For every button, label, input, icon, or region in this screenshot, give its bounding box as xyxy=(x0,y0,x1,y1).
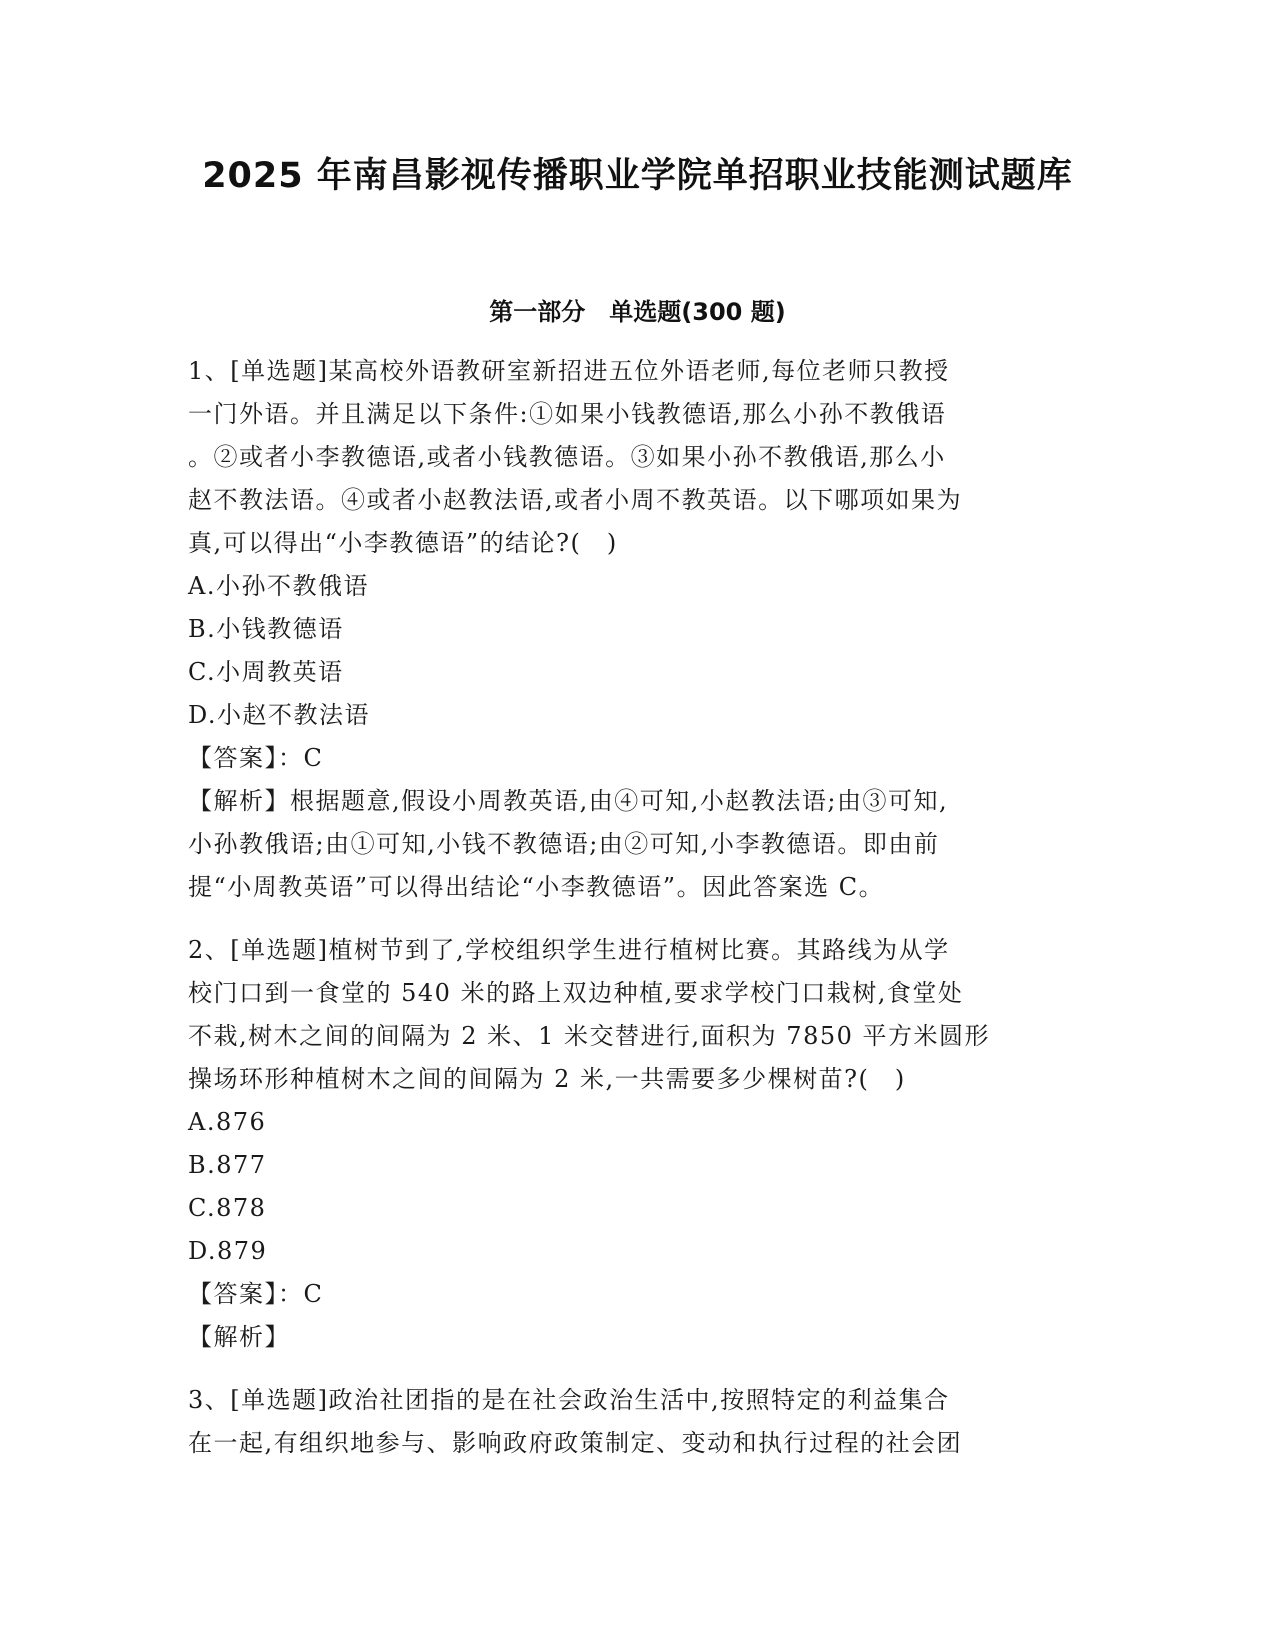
question-3-line: 3、[单选题]政治社团指的是在社会政治生活中,按照特定的利益集合 xyxy=(188,1386,950,1414)
question-2-line: 不栽,树木之间的间隔为 2 米、1 米交替进行,面积为 7850 平方米圆形 xyxy=(188,1022,991,1050)
question-2-line: 2、[单选题]植树节到了,学校组织学生进行植树比赛。其路线为从学 xyxy=(188,936,950,964)
answer: 【答案】：C xyxy=(188,1280,324,1308)
question-1-line: 1、[单选题]某高校外语教研室新招进五位外语老师,每位老师只教授 xyxy=(188,357,950,385)
option-c: C.878 xyxy=(188,1194,267,1222)
option-a: A.876 xyxy=(188,1108,267,1136)
question-2-line: 操场环形种植树木之间的间隔为 2 米,一共需要多少棵树苗?( ) xyxy=(188,1065,906,1093)
option-b: B.877 xyxy=(188,1151,267,1179)
analysis-line: 【解析】根据题意,假设小周教英语,由④可知,小赵教法语;由③可知, xyxy=(188,787,949,815)
analysis-line: 提“小周教英语”可以得出结论“小李教德语”。因此答案选 C。 xyxy=(188,873,885,901)
option-d: D.小赵不教法语 xyxy=(188,701,371,729)
question-3-line: 在一起,有组织地参与、影响政府政策制定、变动和执行过程的社会团 xyxy=(188,1429,963,1457)
analysis-line: 小孙教俄语;由①可知,小钱不教德语;由②可知,小李教德语。即由前 xyxy=(188,830,940,858)
option-b: B.小钱教德语 xyxy=(188,615,344,643)
question-1-line: 一门外语。并且满足以下条件:①如果小钱教德语,那么小孙不教俄语 xyxy=(188,400,947,428)
document-title: 2025 年南昌影视传播职业学院单招职业技能测试题库 xyxy=(202,156,1073,196)
analysis-label: 【解析】 xyxy=(188,1323,290,1351)
question-2-line: 校门口到一食堂的 540 米的路上双边种植,要求学校门口栽树,食堂处 xyxy=(188,979,964,1007)
question-3 xyxy=(188,1379,1088,1465)
question-1-line: 真,可以得出“小李教德语”的结论?( ) xyxy=(188,529,618,557)
section-heading: 第一部分 单选题(300 题) xyxy=(489,298,786,326)
question-list xyxy=(188,350,1088,1465)
option-d: D.879 xyxy=(188,1237,268,1265)
question-2 xyxy=(188,929,1088,1359)
option-c: C.小周教英语 xyxy=(188,658,344,686)
question-1-line: 赵不教法语。④或者小赵教法语,或者小周不教英语。以下哪项如果为 xyxy=(188,486,963,514)
option-a: A.小孙不教俄语 xyxy=(188,572,369,600)
answer: 【答案】：C xyxy=(188,744,324,772)
question-1-line: 。②或者小李教德语,或者小钱教德语。③如果小孙不教俄语,那么小 xyxy=(188,443,946,471)
question-1 xyxy=(188,350,1088,909)
